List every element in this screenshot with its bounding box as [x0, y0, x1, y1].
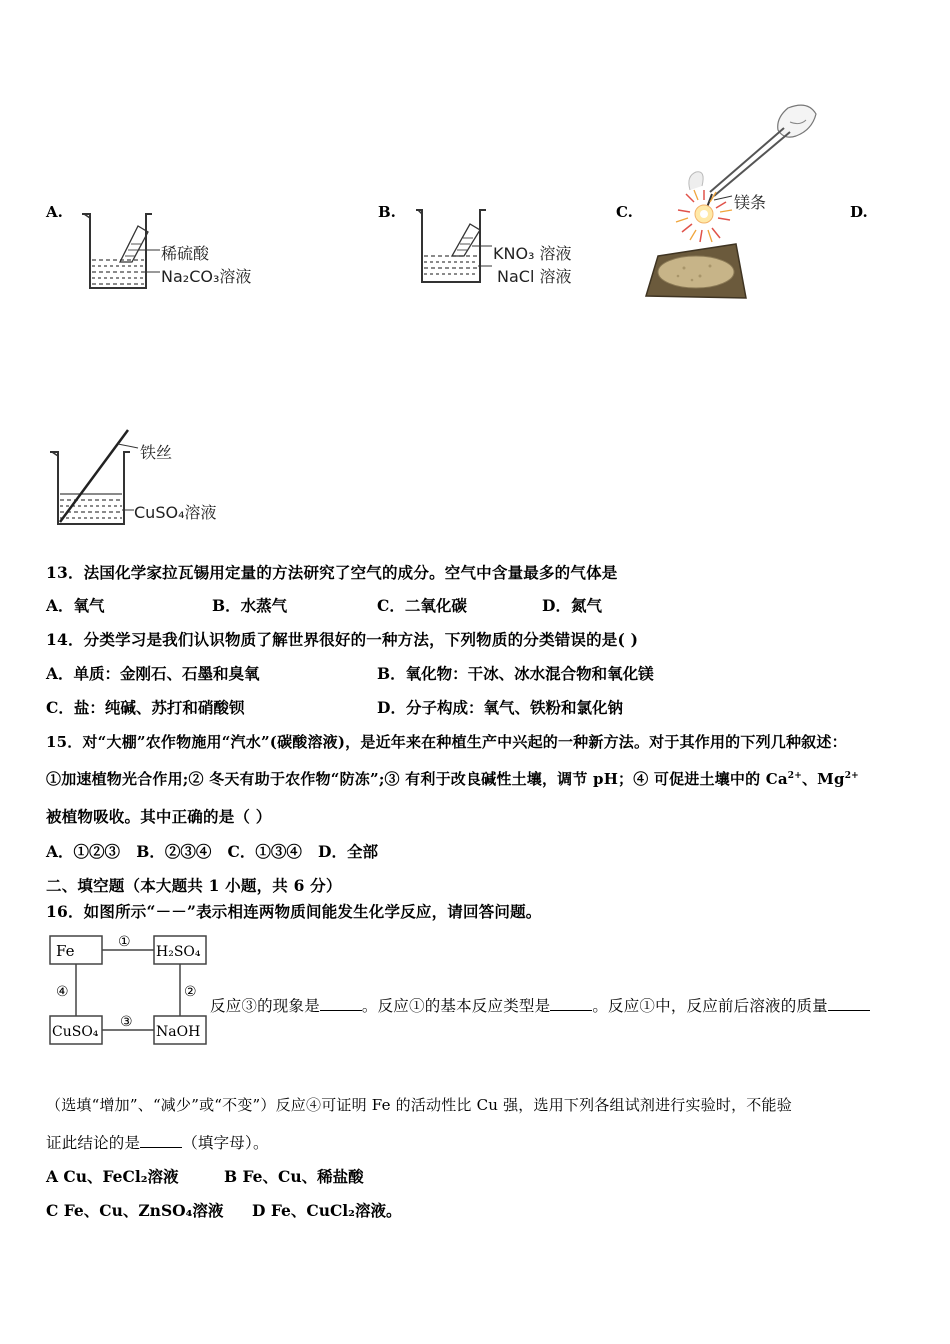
q15-stem: 15．对“大棚”农作物施用“汽水”(碳酸溶液)，是近年来在种植生产中兴起的一种新方法。对于其作用的下列几种叙述：	[46, 733, 847, 751]
q16-part3	[46, 1131, 269, 1153]
option-c-letter: C.	[616, 203, 633, 221]
q15-statements-sep: 、Mg	[801, 770, 845, 788]
q14-option-b: B．氧化物：干冰、冰水混合物和氧化镁	[377, 664, 654, 683]
q16-option-b: B Fe、Cu、稀盐酸	[224, 1167, 364, 1186]
q16-option-d: D Fe、CuCl₂溶液。	[252, 1201, 402, 1220]
q16-part1	[210, 994, 870, 1016]
q16-part1-a: 反应③的现象是	[210, 997, 320, 1015]
q16-option-a: A Cu、FeCl₂溶液	[46, 1167, 179, 1186]
reaction-1-marker: ①	[118, 934, 131, 950]
q14-stem: 14．分类学习是我们认识物质了解世界很好的一种方法，下列物质的分类错误的是( )	[46, 630, 639, 649]
label-nacl-solution: NaCl 溶液	[497, 267, 572, 286]
node-h2so4: H₂SO₄	[156, 944, 201, 960]
reaction-2-marker: ②	[184, 984, 197, 1000]
q14-option-a: A．单质：金刚石、石墨和臭氧	[46, 664, 260, 683]
q15-statements-main: ①加速植物光合作用;② 冬天有助于农作物“防冻”;③ 有利于改良碱性土壤，调节 pH；④ 可促进土壤中的 Ca	[46, 770, 788, 788]
option-d-letter: D.	[850, 203, 868, 221]
q13-option-b: B．水蒸气	[212, 596, 288, 615]
q13-stem: 13．法国化学家拉瓦锡用定量的方法研究了空气的成分。空气中含量最多的气体是	[46, 563, 618, 582]
q16-part1-b: 。反应①的基本反应类型是	[361, 997, 551, 1015]
label-magnesium-ribbon: 镁条	[734, 193, 767, 212]
label-dilute-sulfuric-acid: 稀硫酸	[161, 244, 210, 263]
q14-option-d: D．分子构成：氧气、铁粉和氯化钠	[377, 698, 623, 717]
q15-question: 被植物吸收。其中正确的是（ ）	[46, 807, 272, 826]
blank-reaction-1-type[interactable]	[550, 1010, 592, 1011]
blank-solution-mass-change[interactable]	[828, 1010, 870, 1011]
mg-charge: 2+	[844, 771, 859, 781]
node-naoh: NaOH	[156, 1024, 201, 1040]
q16-option-c: C Fe、Cu、ZnSO₄溶液	[46, 1201, 224, 1220]
blank-reaction-3-phenomenon[interactable]	[320, 1010, 362, 1011]
q13-option-c: C．二氧化碳	[377, 596, 467, 615]
q15-statements	[46, 768, 859, 789]
q16-stem: 16．如图所示“－－”表示相连两物质间能发生化学反应，请回答问题。	[46, 902, 542, 921]
option-b-letter: B.	[378, 203, 396, 221]
node-cuso4: CuSO₄	[52, 1024, 99, 1040]
option-a-letter: A.	[46, 203, 63, 221]
section-title: 二、填空题（本大题共 1 小题，共 6 分）	[46, 876, 342, 895]
blank-answer-letter[interactable]	[140, 1147, 182, 1148]
q13-option-d: D．氮气	[542, 596, 602, 615]
q14-option-c: C．盐：纯碱、苏打和硝酸钡	[46, 698, 245, 717]
reaction-3-marker: ③	[120, 1014, 133, 1030]
q16-part1-c: 。反应①中，反应前后溶液的质量	[592, 997, 828, 1015]
q16-part3-a: 证此结论的是	[46, 1134, 141, 1152]
beaker-d-illustration	[48, 428, 148, 528]
reaction-4-marker: ④	[56, 984, 69, 1000]
label-cuso4-solution: CuSO₄溶液	[134, 503, 217, 522]
reaction-diagram	[46, 930, 210, 1050]
label-kno3-solution: KNO₃ 溶液	[493, 244, 572, 263]
node-fe: Fe	[56, 942, 75, 960]
label-iron-wire: 铁丝	[140, 443, 173, 462]
q16-part2: （选填“增加”、“减少”或“不变”）反应④可证明 Fe 的活动性比 Cu 强，选用下列各组试剂进行实验时，不能验	[46, 1096, 792, 1114]
label-na2co3-solution: Na₂CO₃溶液	[161, 267, 252, 286]
q16-part3-b: （填字母）。	[182, 1134, 269, 1152]
q15-options: A．①②③ B．②③④ C．①③④ D．全部	[46, 842, 378, 861]
ca-charge: 2+	[787, 771, 802, 781]
q13-option-a: A．氧气	[46, 596, 105, 615]
